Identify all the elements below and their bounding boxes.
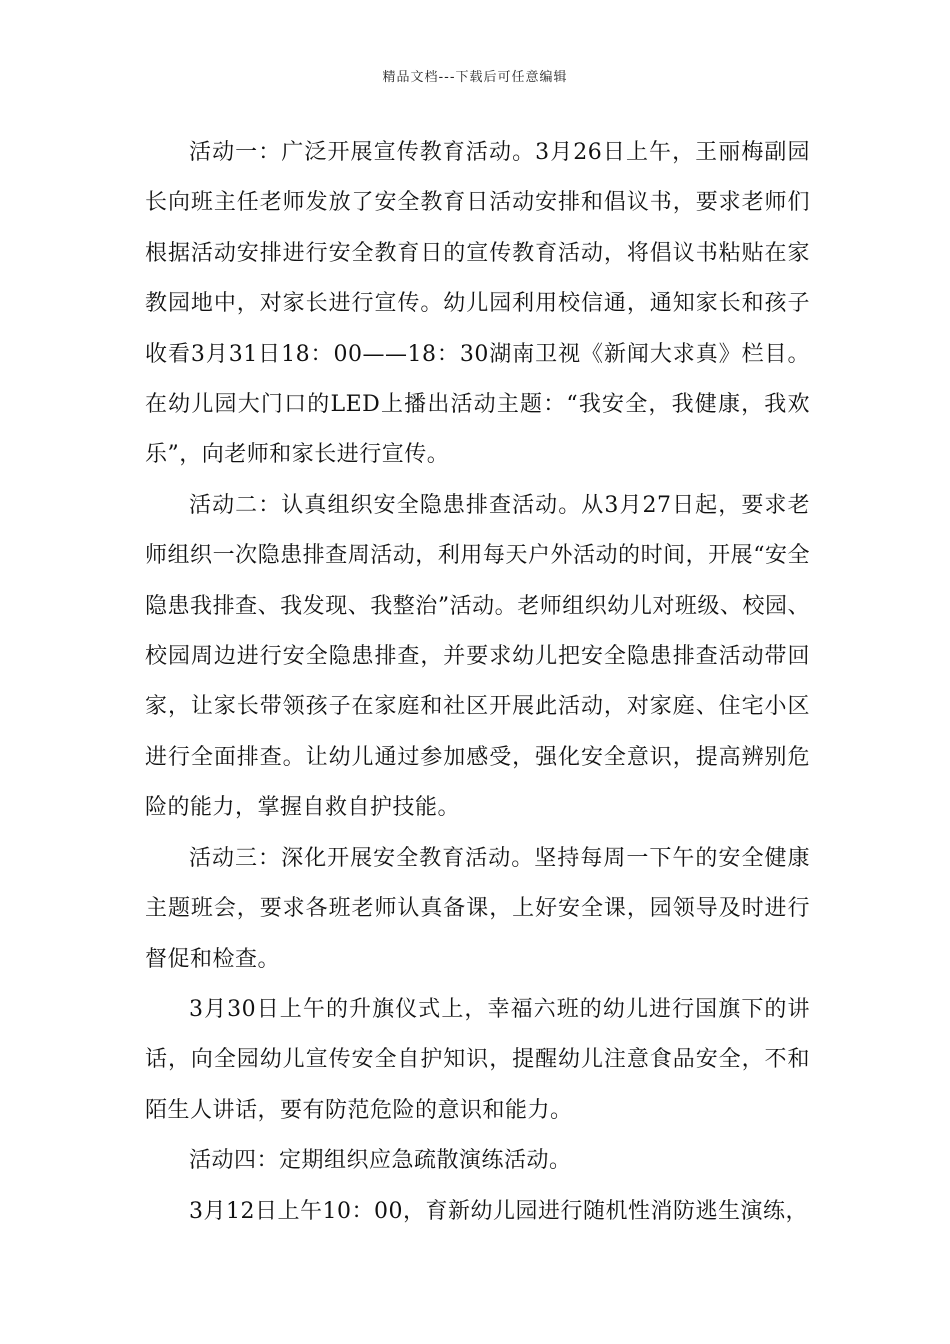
page-header: 精品文档---下载后可任意编辑: [382, 70, 568, 85]
paragraph-flag-ceremony: 3月30日上午的升旗仪式上，幸福六班的幼儿进行国旗下的讲话，向全园幼儿宣传安全自护知识，提醒幼儿注意食品安全，不和陌生人讲话，要有防范危险的意识和能力。: [145, 996, 810, 1123]
paragraph-activity-1: 活动一：广泛开展宣传教育活动。3月26日上午，王丽梅副园长向班主任老师发放了安全教育日活动安排和倡议书，要求老师们根据活动安排进行安全教育日的宣传教育活动，将倡议书粘贴在家教园地中，对家长进行宣传。幼儿园利用校信通，通知家长和孩子收看3月31日18：00——18：30湖南卫视《新闻大求真》栏目。在幼儿园大门口的LED上播出活动主题：“我安全，我健康，我欢乐”，向老师和家长进行宣传。: [145, 140, 810, 468]
paragraph-fire-drill: 3月12日上午10：00，育新幼儿园进行随机性消防逃生演练，: [189, 1198, 808, 1224]
paragraph-activity-4: 活动四：定期组织应急疏散演练活动。: [189, 1148, 572, 1174]
document-body: [145, 128, 810, 1237]
paragraph-activity-2: 活动二：认真组织安全隐患排查活动。从3月27日起，要求老师组织一次隐患排查周活动，利用每天户外活动的时间，开展“安全隐患我排查、我发现、我整治”活动。老师组织幼儿对班级、校园、校园周边进行安全隐患排查，并要求幼儿把安全隐患排查活动带回家，让家长带领孩子在家庭和社区开展此活动，对家庭、住宅小区进行全面排查。让幼儿通过参加感受，强化安全意识，提高辨别危险的能力，掌握自救自护技能。: [145, 492, 810, 821]
paragraph-activity-3: 活动三：深化开展安全教育活动。坚持每周一下午的安全健康主题班会，要求各班老师认真备课，上好安全课，园领导及时进行督促和检查。: [145, 845, 810, 972]
